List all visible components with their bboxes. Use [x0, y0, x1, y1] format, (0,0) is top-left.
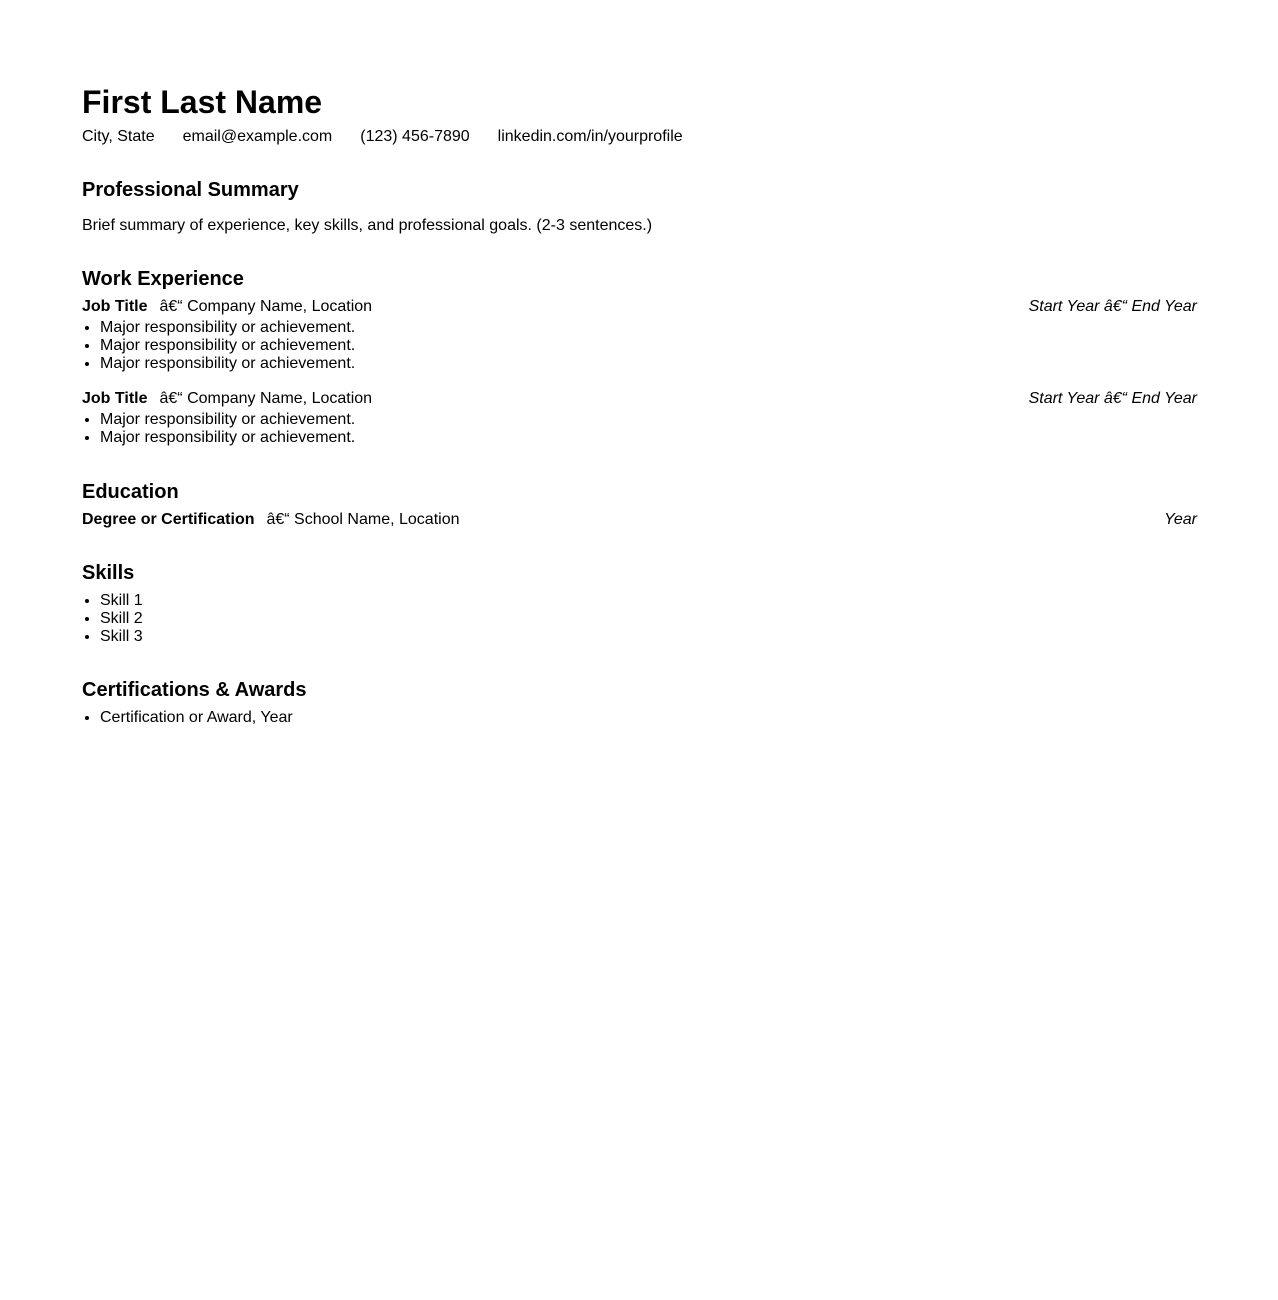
email: email@example.com: [182, 128, 333, 145]
summary-heading: Professional Summary: [82, 179, 299, 201]
degree: Degree or Certification: [82, 511, 255, 528]
cert-item: • Certification or Award, Year: [100, 709, 1197, 727]
job-bullet: • Major responsibility or achievement.: [100, 429, 1197, 447]
resume-name: First Last Name: [82, 84, 323, 120]
job-dates: Start Year â€“ End Year: [1028, 298, 1197, 315]
contact-line: [82, 127, 711, 147]
job-bullet: • Major responsibility or achievement.: [100, 355, 1197, 373]
job-company: â€“ Company Name, Location: [159, 390, 373, 407]
certs-heading: Certifications & Awards: [82, 679, 307, 701]
skills-section: [82, 561, 1197, 646]
job-bullet: • Major responsibility or achievement.: [100, 337, 1197, 355]
location: City, State: [82, 128, 155, 145]
job-bullet: • Major responsibility or achievement.: [100, 411, 1197, 429]
school: â€“ School Name, Location: [266, 511, 460, 528]
linkedin: linkedin.com/in/yourprofile: [497, 128, 683, 145]
job-entry: [82, 389, 1197, 447]
job-company: â€“ Company Name, Location: [159, 298, 373, 315]
certs-section: [82, 678, 1197, 727]
job-entry: [82, 297, 1197, 373]
education-heading: Education: [82, 481, 179, 503]
work-heading: Work Experience: [82, 268, 244, 290]
skill-item: • Skill 2: [100, 610, 1197, 628]
summary-section: [82, 178, 1197, 236]
work-section: [82, 267, 1197, 447]
job-dates: Start Year â€“ End Year: [1028, 390, 1197, 407]
job-title: Job Title: [82, 298, 148, 315]
skill-item: • Skill 1: [100, 592, 1197, 610]
education-section: [82, 480, 1197, 530]
phone: (123) 456-7890: [360, 128, 470, 145]
skills-heading: Skills: [82, 562, 135, 584]
job-title: Job Title: [82, 390, 148, 407]
summary-text: Brief summary of experience, key skills, and professional goals. (2-3 sentences.): [82, 217, 653, 234]
skill-item: • Skill 3: [100, 628, 1197, 646]
education-year: Year: [1164, 511, 1197, 528]
job-bullet: • Major responsibility or achievement.: [100, 319, 1197, 337]
